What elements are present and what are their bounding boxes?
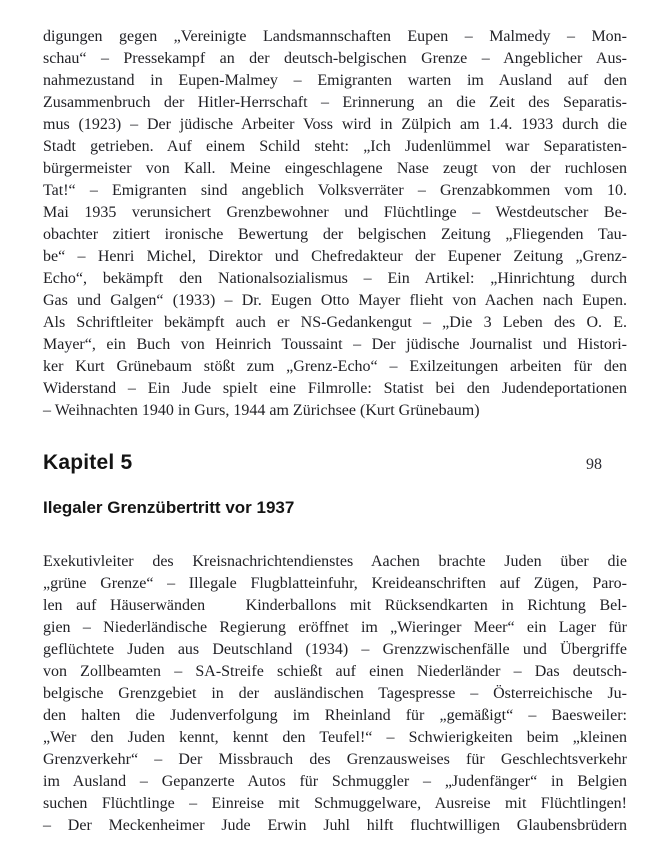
text-line: digungen gegen „Vereinigte Landsmannschaften Eupen – Malmedy – Mon- [43,28,627,45]
text-line: Als Schriftleiter bekämpft auch er NS-Gedankengut – „Die 3 Leben des O. E. [43,314,627,331]
text-line: Grenzverkehr“ – Der Missbrauch des Grenzausweises für Geschlechtsverkehr [43,751,627,768]
text-line: Stadt getrieben. Auf einem Schild steht: „Ich Judenlümmel war Separatisten- [43,138,627,155]
text-line: „grüne Grenze“ – Illegale Flugblatteinfuhr, Kreideanschriften auf Zügen, Paro- [43,575,627,592]
summary-paragraph-before-chapter [43,26,627,422]
page-number: 98 [586,456,602,473]
text-line: – Der Meckenheimer Jude Erwin Juhl hilft fluchtwilligen Glaubensbrüdern [43,817,627,834]
chapter-heading: Kapitel 5 [43,451,133,474]
chapter-heading-row [43,451,627,475]
text-line: Mai 1935 verunsichert Grenzbewohner und Flüchtlinge – Westdeutscher Be- [43,204,627,221]
text-line: belgische Grenzgebiet in der ausländischen Tagespresse – Österreichische Ju- [43,685,627,702]
text-line: Widerstand – Ein Jude spielt eine Filmrolle: Statist bei den Judendeportationen [43,380,627,397]
text-line: Mayer“, ein Buch von Heinrich Toussaint – Der jüdische Journalist und Histori- [43,336,627,353]
text-line: Zusammenbruch der Hitler-Herrschaft – Erinnerung an die Zeit des Separatis- [43,94,627,111]
text-line: mus (1923) – Der jüdische Arbeiter Voss wird in Zülpich am 1.4. 1933 durch die [43,116,627,133]
text-line: den halten die Judenverfolgung im Rheinland für „gemäßigt“ – Baesweiler: [43,707,627,724]
section-heading: Ilegaler Grenzübertritt vor 1937 [43,498,295,517]
text-line: Exekutivleiter des Kreisnachrichtendienstes Aachen brachte Juden über die [43,553,627,570]
text-line: suchen Flüchtlinge – Einreise mit Schmuggelware, Ausreise mit Flüchtlingen! [43,795,627,812]
summary-paragraph-after-heading [43,551,627,837]
text-line: bürgermeister von Kall. Meine eingeschlagene Nase zeugt von der ruchlosen [43,160,627,177]
text-line: Tat!“ – Emigranten sind angeblich Volksverräter – Grenzabkommen vom 10. [43,182,627,199]
text-line: „Wer den Juden kennt, kennt den Teufel!“ – Schwierigkeiten beim „kleinen [43,729,627,746]
text-line: im Ausland – Gepanzerte Autos für Schmuggler – „Judenfänger“ in Belgien [43,773,627,790]
text-line: – Weihnachten 1940 in Gurs, 1944 am Zürichsee (Kurt Grünebaum) [43,402,480,419]
text-line: Gas und Galgen“ (1933) – Dr. Eugen Otto Mayer flieht von Aachen nach Eupen. [43,292,627,309]
text-line: von Zollbeamten – SA-Streife schießt auf einen Niederländer – Das deutsch- [43,663,627,680]
text-line: be“ – Henri Michel, Direktor und Chefredakteur der Eupener Zeitung „Grenz- [43,248,627,265]
text-line: geflüchtete Juden aus Deutschland (1934) – Grenzzwischenfälle und Übergriffe [43,641,627,658]
text-line: gien – Niederländische Regierung eröffnet im „Wieringer Meer“ ein Lager für [43,619,627,636]
text-line: Echo“, bekämpft den Nationalsozialismus – Ein Artikel: „Hinrichtung durch [43,270,627,287]
text-line: obachter zitiert ironische Bewertung der belgischen Zeitung „Fliegenden Tau- [43,226,627,243]
text-line: len auf Häuserwänden Kinderballons mit Rücksendkarten in Richtung Bel- [43,597,627,614]
text-line: nahmezustand in Eupen-Malmey – Emigranten warten im Ausland auf den [43,72,627,89]
text-line: ker Kurt Grünebaum stößt zum „Grenz-Echo“ – Exilzeitungen arbeiten für den [43,358,627,375]
text-line: schau“ – Pressekampf an der deutsch-belgischen Grenze – Angeblicher Aus- [43,50,627,67]
